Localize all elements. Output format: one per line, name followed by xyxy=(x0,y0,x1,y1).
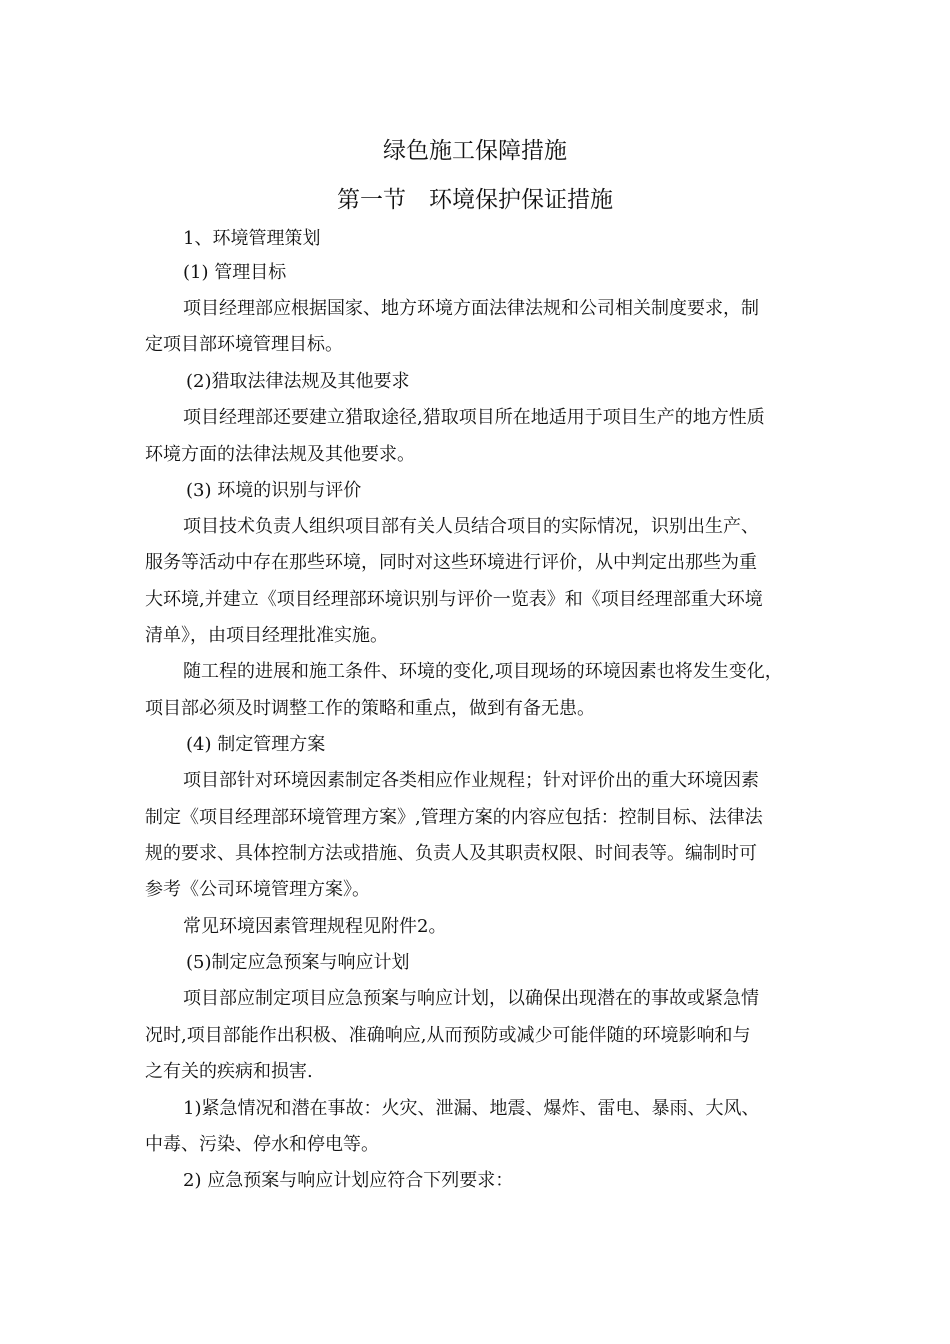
paragraph-line: 环境方面的法律法规及其他要求。 xyxy=(145,444,415,465)
paragraph-line: 清单》，由项目经理批准实施。 xyxy=(145,625,388,646)
subheading-legal-requirements: (2)猎取法律法规及其他要求 xyxy=(186,371,410,392)
paragraph-line: 之有关的疾病和损害. xyxy=(145,1061,313,1082)
paragraph-line: 中毒、污染、停水和停电等。 xyxy=(145,1134,379,1155)
list-item-plan-requirements: 2) 应急预案与响应计划应符合下列要求： xyxy=(183,1170,514,1191)
paragraph-line: 制定《项目经理部环境管理方案》,管理方案的内容应包括：控制目标、法律法 xyxy=(145,807,763,828)
subheading-management-goal: (1) 管理目标 xyxy=(183,262,287,283)
heading-environment-planning: 1、环境管理策划 xyxy=(183,228,321,249)
paragraph-line: 定项目部环境管理目标。 xyxy=(145,334,343,355)
paragraph-line: 服务等活动中存在那些环境，同时对这些环境进行评价，从中判定出那些为重 xyxy=(145,552,757,573)
paragraph-line: 常见环境因素管理规程见附件2。 xyxy=(183,916,447,937)
paragraph-line: 项目部必须及时调整工作的策略和重点，做到有备无患。 xyxy=(145,698,595,719)
paragraph-line: 大环境,并建立《项目经理部环境识别与评价一览表》和《项目经理部重大环境 xyxy=(145,589,763,610)
list-item-emergencies: 1)紧急情况和潜在事故：火灾、泄漏、地震、爆炸、雷电、暴雨、大风、 xyxy=(183,1098,760,1119)
subheading-emergency-plan: (5)制定应急预案与响应计划 xyxy=(186,952,410,973)
paragraph-line: 况时,项目部能作出积极、准确响应,从而预防或减少可能伴随的环境影响和与 xyxy=(145,1025,751,1046)
paragraph-line: 项目经理部还要建立猎取途径,猎取项目所在地适用于项目生产的地方性质 xyxy=(183,407,765,428)
paragraph-line: 随工程的进展和施工条件、环境的变化,项目现场的环境因素也将发生变化， xyxy=(183,661,783,682)
section-title: 第一节 环境保护保证措施 xyxy=(337,187,613,213)
paragraph-line: 项目技术负责人组织项目部有关人员结合项目的实际情况，识别出生产、 xyxy=(183,516,759,537)
paragraph-line: 规的要求、具体控制方法或措施、负责人及其职责权限、时间表等。编制时可 xyxy=(145,843,757,864)
document-title: 绿色施工保障措施 xyxy=(383,138,567,164)
subheading-identification: (3) 环境的识别与评价 xyxy=(186,480,362,501)
paragraph-line: 参考《公司环境管理方案》。 xyxy=(145,879,370,900)
subheading-management-plan: (4) 制定管理方案 xyxy=(186,734,326,755)
paragraph-line: 项目经理部应根据国家、地方环境方面法律法规和公司相关制度要求，制 xyxy=(183,298,759,319)
paragraph-line: 项目部针对环境因素制定各类相应作业规程；针对评价出的重大环境因素 xyxy=(183,770,759,791)
paragraph-line: 项目部应制定项目应急预案与响应计划，以确保出现潜在的事故或紧急情 xyxy=(183,988,759,1009)
